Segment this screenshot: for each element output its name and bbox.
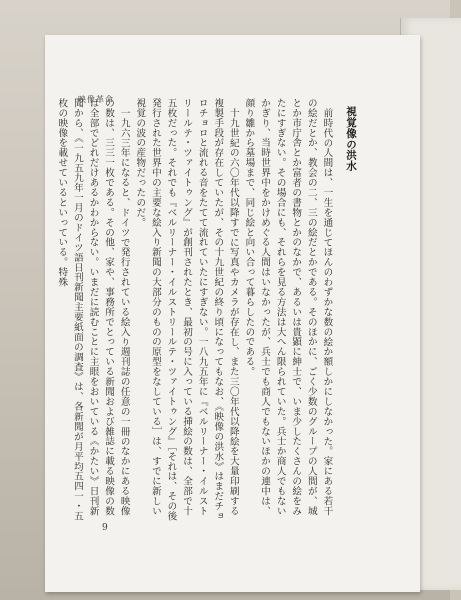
paragraph-3: 一九六三年になると、ドイツで発行されている絵入り週刊誌の任意の一冊のなかにある映像の数は、三三一枚である。その他、家や、事務所でとっている新聞および雑誌に載る映像の数は全部でどれだけあるかわからない。いまだに読むことに主眼をおいている《かたい》日刊新聞から、《一九五九年一月のドイツ語日刊新聞主要紙面の調査》は、各新聞が月平均五四一・五枚の映像を載せているといっている。特殊 <box>56 98 130 522</box>
running-head: 映像革命 <box>78 95 114 104</box>
paragraph-1: 前時代の人間は、一生を通じてほんのわずかな数の絵か額しかにしなかった。家にある若干の絵だとか、教会の二、三の絵だとかである。そのほかに、ごく少数のグループの人間が、城とか市庁舎とか富者の書物とかのなかで、あるいは貴顕に紳士で、いま少したくさんの絵をみたにすぎない。その場合にも、それらを見る方法は大へん限られていた。兵士か商人でもないかぎり、当時世界中をかけめぐる人間はいなかったが、兵士でも商人でもないほかの連中は、顔り雛から墓場まで、同じ絵と向い合って暮らしたのである。 <box>243 98 333 516</box>
paragraph-2: 十九世紀の六〇年代以降すでに写真やカメラが存在し、また三〇年代以降絵を大量印刷する複製手段が存在していたが、その十九世紀の終り頃になってもなお、《映像の洪水》はまだチョロチョロと流れる音をたてて流れていたにすぎない。一八九五年に『ベルリーナー・イルストリールテ・ツァイトゥング』が創刊されたとき、最初の号に入っている挿絵の数は、全部で十五枚だった。それでも『ベルリーナー・イルストリールテ・ツァイトゥング』［それは、その後発行された世界中の主要な絵入り新聞の大部分のものの原型をなしている］は、すでに新しい視覚の波の産物だったのだ。 <box>134 98 239 522</box>
section-heading: 視覚像の洪水 <box>345 106 357 172</box>
page-number: 9 <box>102 523 108 533</box>
